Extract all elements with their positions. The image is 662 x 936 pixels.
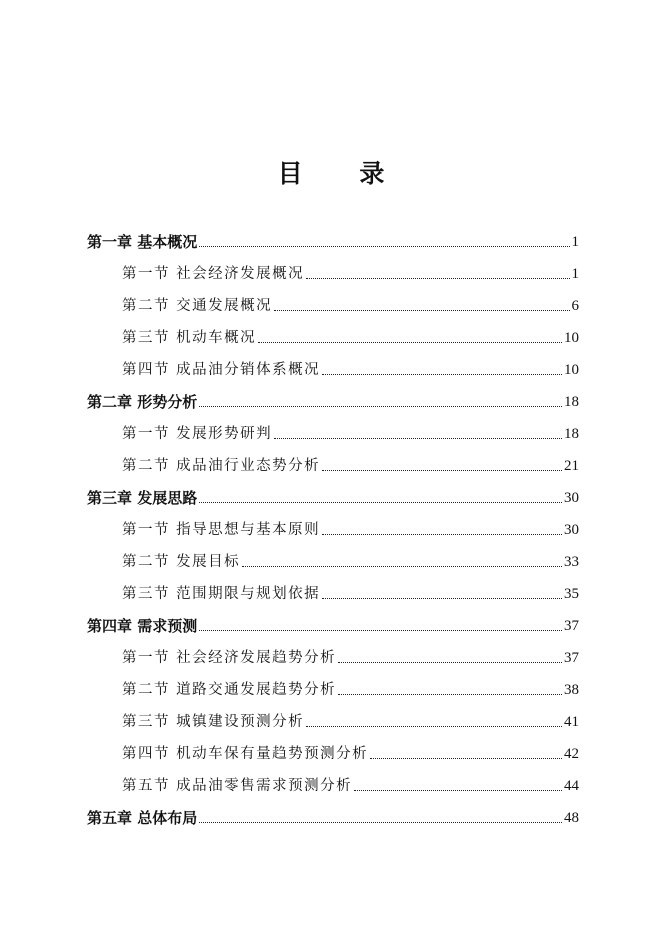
toc-entry-page: 30 (564, 522, 579, 538)
toc-entry[interactable] (0, 512, 579, 540)
toc-entry-label: 第四节 机动车保有量趋势预测分析 (122, 746, 369, 762)
toc-entry-label: 第二节 发展目标 (122, 554, 241, 570)
dot-leader (370, 758, 562, 759)
toc-entry-label: 第二节 成品油行业态势分析 (122, 458, 321, 474)
toc-entry[interactable] (0, 576, 579, 604)
toc-entry[interactable] (0, 448, 579, 476)
toc-entry-label: 第三章 发展思路 (87, 489, 198, 507)
dot-leader (242, 566, 562, 567)
toc-entry[interactable] (0, 640, 579, 668)
toc-entry-label: 第一节 社会经济发展趋势分析 (122, 650, 337, 666)
toc-entry-page: 35 (564, 586, 579, 602)
dot-leader (199, 246, 569, 247)
dot-leader (322, 598, 562, 599)
dot-leader (322, 374, 562, 375)
toc-entry-label: 第一节 指导思想与基本原则 (122, 522, 321, 538)
toc-entry-page: 18 (564, 394, 579, 410)
toc-entry-page: 37 (564, 650, 579, 666)
toc-entry-label: 第二章 形势分析 (87, 393, 198, 411)
toc-entry-page: 48 (564, 810, 579, 826)
toc-entry-label: 第三节 范围期限与规划依据 (122, 586, 321, 602)
toc-entry[interactable] (0, 544, 579, 572)
toc-entry-page: 30 (564, 490, 579, 506)
toc-entry[interactable] (0, 384, 579, 412)
toc-entry-page: 10 (564, 330, 579, 346)
toc-entry-label: 第一节 社会经济发展概况 (122, 266, 305, 282)
toc-entry-page: 38 (564, 682, 579, 698)
toc-entry[interactable] (0, 352, 579, 380)
toc-entry[interactable] (0, 768, 579, 796)
toc-entry-label: 第五章 总体布局 (87, 809, 198, 827)
toc-entry-label: 第三节 机动车概况 (122, 330, 257, 346)
toc-entry-page: 33 (564, 554, 579, 570)
dot-leader (338, 662, 562, 663)
dot-leader (199, 630, 562, 631)
toc-entry[interactable] (0, 224, 579, 252)
toc-entry-page: 41 (564, 714, 579, 730)
toc-entry[interactable] (0, 672, 579, 700)
dot-leader (354, 790, 562, 791)
toc-entry-label: 第五节 成品油零售需求预测分析 (122, 778, 353, 794)
dot-leader (258, 342, 562, 343)
toc-entry-page: 44 (564, 778, 579, 794)
toc-entry[interactable] (0, 320, 579, 348)
toc-entry-label: 第一章 基本概况 (87, 233, 198, 251)
toc-entry-page: 10 (564, 362, 579, 378)
toc-entry-label: 第二节 交通发展概况 (122, 298, 273, 314)
toc-entry-page: 42 (564, 746, 579, 762)
toc-entry[interactable] (0, 800, 579, 828)
dot-leader (322, 470, 562, 471)
toc-entry[interactable] (0, 416, 579, 444)
dot-leader (338, 694, 562, 695)
dot-leader (199, 406, 562, 407)
dot-leader (306, 278, 569, 279)
toc-entry[interactable] (0, 608, 579, 636)
toc-entry-page: 18 (564, 426, 579, 442)
dot-leader (322, 534, 562, 535)
dot-leader (199, 822, 562, 823)
dot-leader (306, 726, 562, 727)
dot-leader (199, 502, 562, 503)
page-title: 目 录 (277, 159, 409, 188)
toc-entry-label: 第一节 发展形势研判 (122, 426, 273, 442)
toc-entry-label: 第二节 道路交通发展趋势分析 (122, 682, 337, 698)
dot-leader (274, 310, 569, 311)
toc-entry-label: 第四节 成品油分销体系概况 (122, 362, 321, 378)
toc-entry-label: 第三节 城镇建设预测分析 (122, 714, 305, 730)
toc-entry[interactable] (0, 736, 579, 764)
toc-entry-page: 1 (571, 234, 579, 250)
toc-entry-page: 21 (564, 458, 579, 474)
toc-entry-page: 1 (571, 266, 579, 282)
dot-leader (274, 438, 562, 439)
toc-entry[interactable] (0, 704, 579, 732)
toc-entry[interactable] (0, 480, 579, 508)
toc-entry[interactable] (0, 256, 579, 284)
toc-entry[interactable] (0, 288, 579, 316)
toc-entry-label: 第四章 需求预测 (87, 617, 198, 635)
toc-entry-page: 6 (571, 298, 579, 314)
toc-entry-page: 37 (564, 618, 579, 634)
